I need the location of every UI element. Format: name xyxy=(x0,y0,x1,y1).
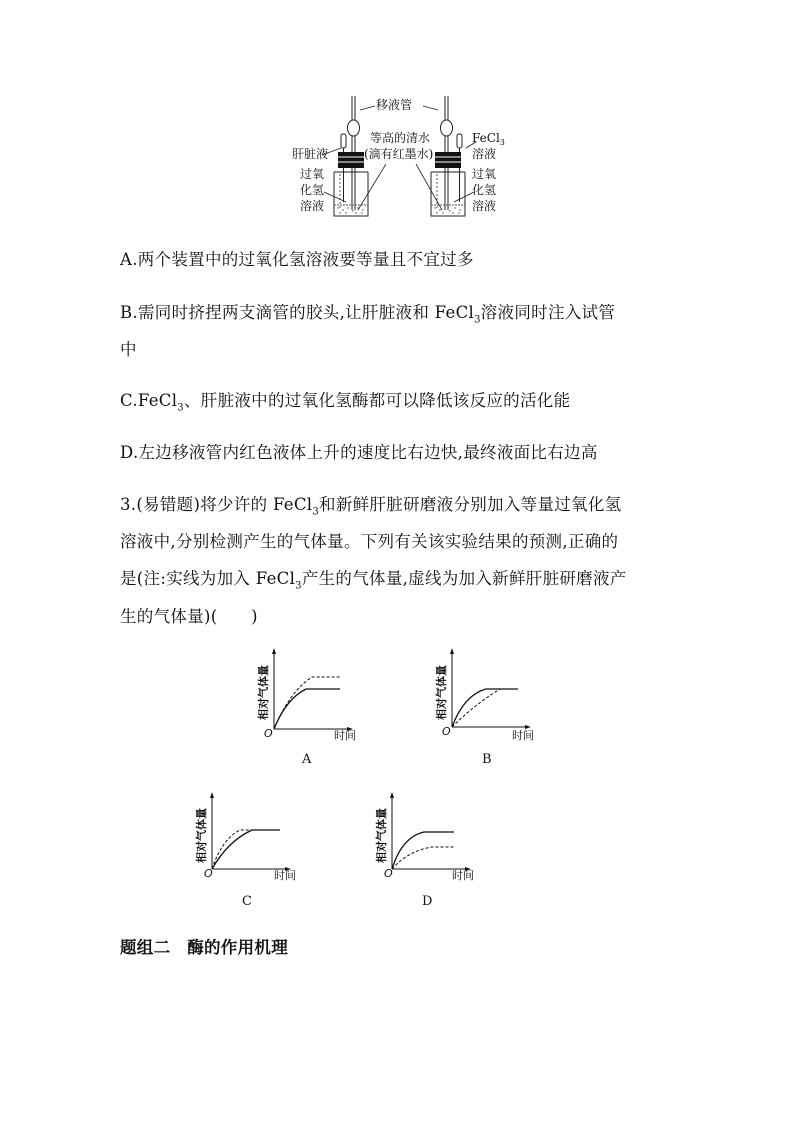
graph-a xyxy=(250,645,370,770)
left-stopper xyxy=(338,152,364,168)
graph-a-origin: O xyxy=(264,727,273,740)
h2o2-right-2: 化氢 xyxy=(472,183,497,197)
graph-b-xlabel: 时间 xyxy=(512,729,534,742)
pipette-label: 移液管 xyxy=(376,98,413,112)
option-a: A.两个装置中的过氧化氢溶液要等量且不宜过多 xyxy=(120,250,474,269)
h2o2-right-1: 过氧 xyxy=(472,167,497,181)
question3-line1: 3.(易错题)将少许的 FeCl$_3$和新鲜肝脏研磨液分别加入等量过氧化氢 xyxy=(120,495,622,518)
graph-b-ylabel: 相对气体量 xyxy=(435,665,448,720)
graph-a-caption: A xyxy=(302,752,312,767)
question3-line2: 溶液中,分别检测产生的气体量。下列有关该实验结果的预测,正确的 xyxy=(120,532,619,551)
water-label-1: 等高的清水 xyxy=(370,131,431,145)
graph-b xyxy=(430,645,550,770)
left-solution-dots xyxy=(337,207,363,213)
fecl3-label: FeCl$_3$ xyxy=(472,131,505,147)
option-c: C.FeCl$_3$、肝脏液中的过氧化氢酶都可以降低该反应的活化能 xyxy=(120,391,571,414)
graph-c-origin: O xyxy=(204,867,213,880)
option-b-cont: 中 xyxy=(120,340,137,359)
option-b: B.需同时挤捏两支滴管的胶头,让肝脏液和 FeCl$_3$溶液同时注入试管 xyxy=(120,303,616,326)
question3-line4: 生的气体量)( ) xyxy=(120,607,258,626)
h2o2-left-1: 过氧 xyxy=(300,167,325,181)
apparatus-diagram xyxy=(290,92,510,222)
graph-d-ylabel: 相对气体量 xyxy=(375,808,388,863)
right-stopper xyxy=(435,152,461,168)
graph-d-dashed xyxy=(392,847,454,869)
graph-b-caption: B xyxy=(482,752,492,767)
graph-c-xlabel: 时间 xyxy=(274,869,296,882)
graph-b-solid xyxy=(452,689,518,727)
graph-c-solid xyxy=(212,830,280,869)
graph-d-solid xyxy=(392,832,454,869)
graph-d-xlabel: 时间 xyxy=(452,869,474,882)
graph-a-ylabel: 相对气体量 xyxy=(257,665,270,720)
graph-c-dashed xyxy=(212,830,280,869)
graph-a-dashed xyxy=(274,677,340,729)
graph-d-origin: O xyxy=(384,867,393,880)
fecl3-label-2: 溶液 xyxy=(472,147,497,161)
graph-d-caption: D xyxy=(422,894,433,909)
graph-a-xlabel: 时间 xyxy=(334,729,356,742)
graph-c-caption: C xyxy=(242,894,252,909)
liver-label: 肝脏液 xyxy=(292,147,329,161)
water-label-2: (滴有红墨水) xyxy=(364,147,434,161)
h2o2-left-2: 化氢 xyxy=(300,183,325,197)
graph-b-origin: O xyxy=(442,725,451,738)
graph-d xyxy=(370,785,490,910)
graph-c-ylabel: 相对气体量 xyxy=(195,808,208,863)
graph-c xyxy=(190,785,310,910)
section-title: 题组二 酶的作用机理 xyxy=(120,938,288,957)
option-d: D.左边移液管内红色液体上升的速度比右边快,最终液面比右边高 xyxy=(120,443,598,462)
graph-a-solid xyxy=(274,689,340,729)
h2o2-right-3: 溶液 xyxy=(472,199,497,213)
h2o2-left-3: 溶液 xyxy=(300,199,325,213)
question3-line3: 是(注:实线为加入 FeCl$_3$产生的气体量,虚线为加入新鲜肝脏研磨液产 xyxy=(120,569,627,592)
